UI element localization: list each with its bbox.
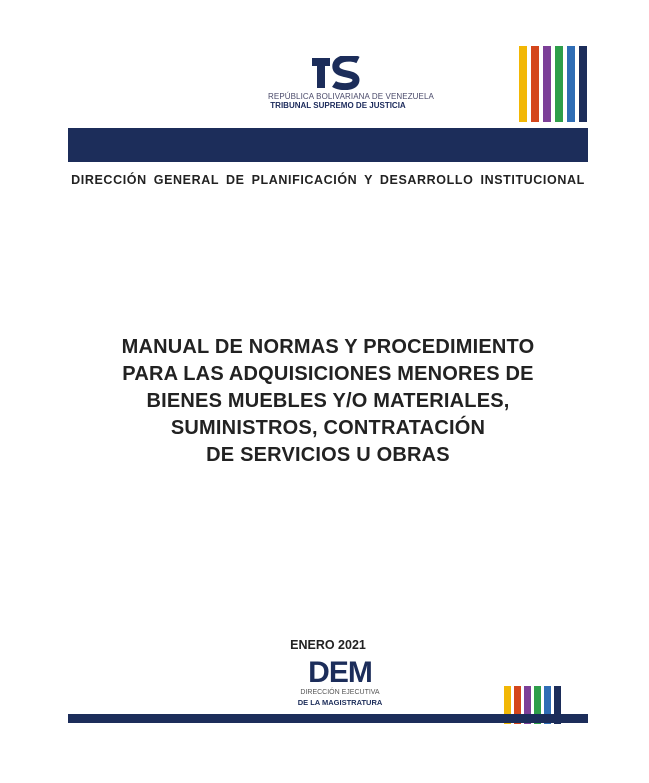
tsj-country-label: REPÚBLICA BOLIVARIANA DE VENEZUELA (268, 92, 434, 101)
tsj-institution-label: TRIBUNAL SUPREMO DE JUSTICIA (270, 101, 406, 110)
tsj-emblem-icon (312, 56, 364, 90)
document-title (68, 334, 588, 469)
stripe-red (531, 46, 539, 122)
dem-line1: DIRECCIÓN EJECUTIVA (300, 689, 380, 696)
dem-logo-mark: DEM (308, 656, 372, 689)
tsj-logo (268, 56, 434, 116)
document-date: ENERO 2021 (290, 638, 366, 652)
stripe-yellow (519, 46, 527, 122)
title-line: MANUAL DE NORMAS Y PROCEDIMIENTO (121, 336, 535, 358)
color-stripes-top (519, 46, 587, 122)
stripe-navy (579, 46, 587, 122)
title-line: BIENES MUEBLES Y/O MATERIALES, (146, 390, 510, 412)
stripe-green (555, 46, 563, 122)
footer-band (68, 714, 588, 723)
department-heading: DIRECCIÓN GENERAL DE PLANIFICACIÓN Y DESARROLLO INSTITUCIONAL (71, 173, 585, 187)
dem-line2: DE LA MAGISTRATURA (297, 698, 383, 707)
stripe-purple (543, 46, 551, 122)
title-line: DE SERVICIOS U OBRAS (206, 444, 450, 466)
title-line: PARA LAS ADQUISICIONES MENORES DE (122, 363, 534, 385)
dem-logo (288, 658, 392, 712)
header-band (68, 128, 588, 162)
title-line: SUMINISTROS, CONTRATACIÓN (170, 417, 486, 439)
stripe-blue (567, 46, 575, 122)
